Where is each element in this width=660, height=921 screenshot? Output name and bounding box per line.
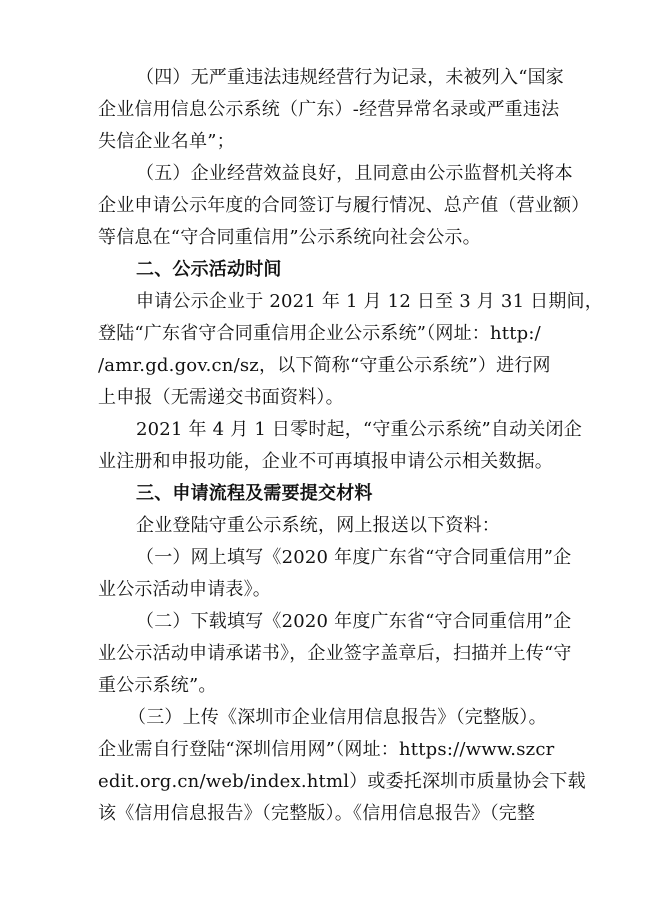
paragraph-line: 2021 年 4 月 1 日零时起，“守重公示系统”自动关闭企	[136, 419, 582, 440]
paragraph-line: （二）下载填写《2020 年度广东省“守合同重信用”企	[136, 611, 572, 632]
paragraph-line: /amr.gd.gov.cn/sz，以下简称“守重公示系统”）进行网	[98, 355, 551, 376]
paragraph-line: 等信息在“守合同重信用”公示系统向社会公示。	[98, 227, 481, 248]
paragraph-line: 申请公示企业于 2021 年 1 月 12 日至 3 月 31 日期间，	[136, 291, 603, 312]
paragraph-line: 业注册和申报功能，企业不可再填报申请公示相关数据。	[98, 451, 553, 472]
paragraph-line: （三）上传《深圳市企业信用信息报告》（完整版）。	[128, 707, 547, 728]
paragraph-line: 企业需自行登陆“深圳信用网”（网址：https://www.szcr	[98, 739, 555, 760]
section-heading: 三、申请流程及需要提交材料	[136, 483, 373, 504]
paragraph-line: 失信企业名单”；	[98, 131, 235, 152]
section-heading: 二、公示活动时间	[136, 259, 282, 280]
paragraph-line: 登陆“广东省守合同重信用企业公示系统”（网址：http:/	[98, 323, 541, 344]
paragraph-line: （四）无严重违法违规经营行为记录，未被列入“国家	[136, 67, 564, 88]
paragraph-line: 业公示活动申请表》。	[98, 579, 271, 600]
paragraph-line: edit.org.cn/web/index.html）或委托深圳市质量协会下载	[98, 771, 586, 792]
paragraph-line: 该《信用信息报告》（完整版）。《信用信息报告》（完整	[98, 803, 536, 824]
paragraph-line: 企业信用信息公示系统（广东）-经营异常名录或严重违法	[98, 99, 560, 120]
paragraph-line: 业公示活动申请承诺书》，企业签字盖章后，扫描并上传“守	[98, 643, 572, 664]
paragraph-line: 上申报（无需递交书面资料）。	[98, 387, 344, 408]
paragraph-line: （一）网上填写《2020 年度广东省“守合同重信用”企	[136, 547, 572, 568]
paragraph-line: （五）企业经营效益良好，且同意由公示监督机关将本	[136, 163, 573, 184]
document-page	[98, 62, 603, 830]
paragraph-line: 重公示系统”。	[98, 675, 217, 696]
paragraph-line: 企业申请公示年度的合同签订与履行情况、总产值（营业额）	[98, 195, 590, 216]
paragraph-line: 企业登陆守重公示系统，网上报送以下资料：	[136, 515, 500, 536]
